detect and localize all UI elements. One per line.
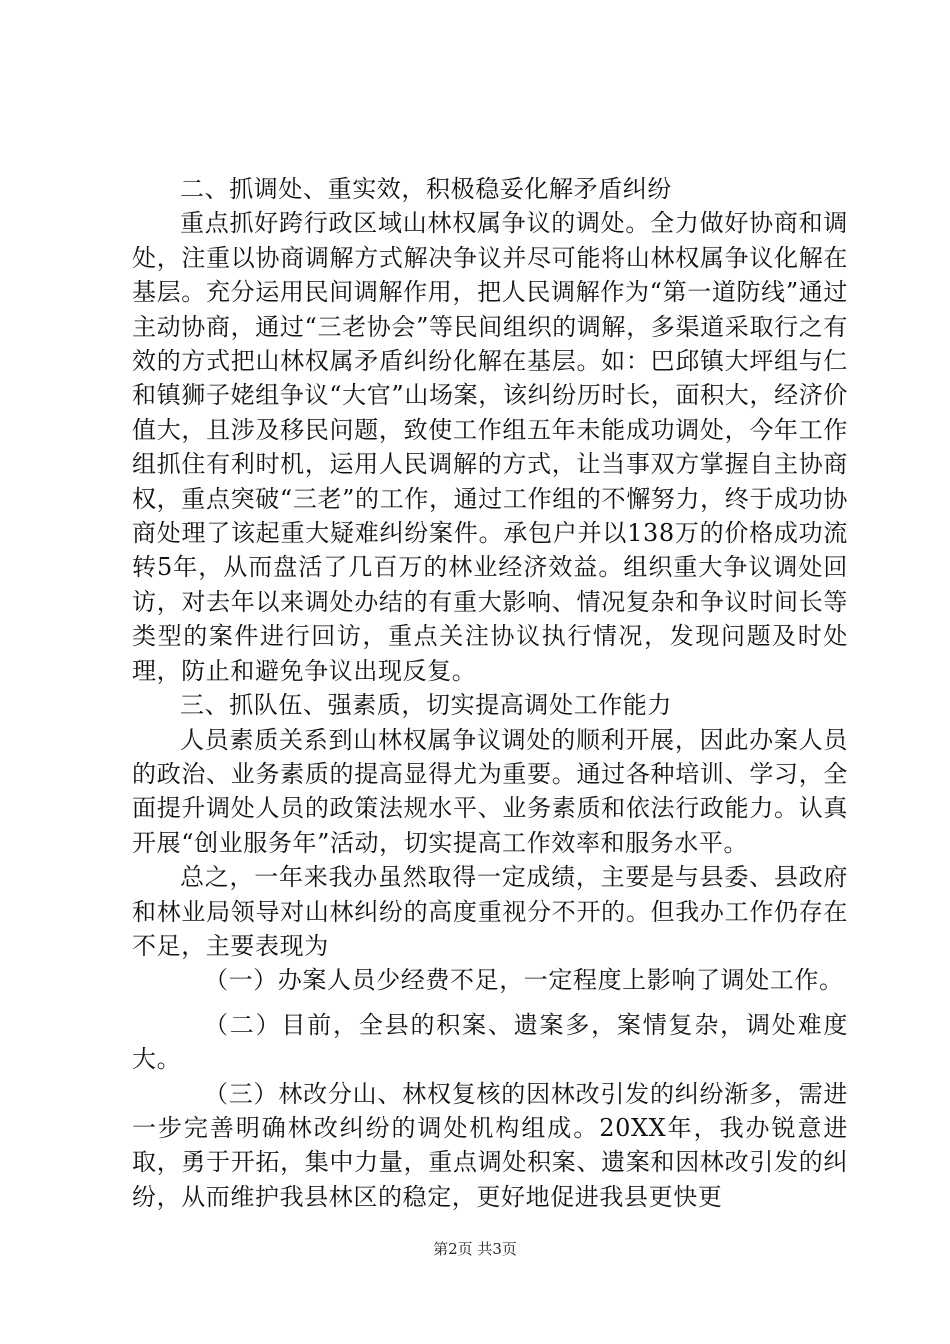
paragraph-dispute-mediation: 重点抓好跨行政区域山林权属争议的调处。全力做好协商和调处，注重以协商调解方式解决争议并尽可能将山林权属争议化解在基层。充分运用民间调解作用，把人民调解作为“第一道防线”通过主动协商，通过“三老协会”等民间组织的调解，多渠道采取行之有效的方式把山林权属矛盾纠纷化解在基层。如：巴邱镇大坪组与仁和镇狮子姥组争议“大官”山场案，该纠纷历时长，面积大，经济价值大，且涉及移民问题，致使工作组五年未能成功调处，今年工作组抓住有利时机，运用人民调解的方式，让当事双方掌握自主协商权，重点突破“三老”的工作，通过工作组的不懈努力，终于成功协商处理了该起重大疑难纠纷案件。承包户并以138万的价格成功流转5年，从而盘活了几百万的林业经济效益。组织重大争议调处回访，对去年以来调处办结的有重大影响、情况复杂和争议时间长等类型的案件进行回访，重点关注协议执行情况，发现问题及时处理，防止和避免争议出现反复。 [132, 209, 848, 685]
paragraph-summary: 总之，一年来我办虽然取得一定成绩，主要是与县委、县政府和林业局领导对山林纠纷的高度重视分不开的。但我办工作仍存在不足，主要表现为 [132, 863, 848, 960]
list-item-2: （二）目前，全县的积案、遗案多，案情复杂，调处难度大。 [132, 1010, 848, 1074]
list-item-3: （三）林改分山、林权复核的因林改引发的纠纷渐多，需进一步完善明确林改纠纷的调处机构组成。20XX年，我办锐意进取，勇于开拓，集中力量，重点调处积案、遗案和因林改引发的纠纷，从而维护我县林区的稳定，更好地促进我县更快更 [132, 1079, 848, 1211]
page-footer: 第2页 共3页 [433, 1240, 517, 1258]
section-heading-2: 二、抓调处、重实效，积极稳妥化解矛盾纠纷 [180, 175, 672, 203]
section-heading-3: 三、抓队伍、强素质，切实提高调处工作能力 [180, 691, 672, 720]
paragraph-staff-quality: 人员素质关系到山林权属争议调处的顺利开展，因此办案人员的政治、业务素质的提高显得尤为重要。通过各种培训、学习，全面提升调处人员的政策法规水平、业务素质和依法行政能力。认真开展“创业服务年”活动，切实提高工作效率和服务水平。 [132, 725, 848, 857]
document-body [132, 172, 848, 1214]
list-item-1: （一）办案人员少经费不足，一定程度上影响了调处工作。 [204, 966, 844, 995]
